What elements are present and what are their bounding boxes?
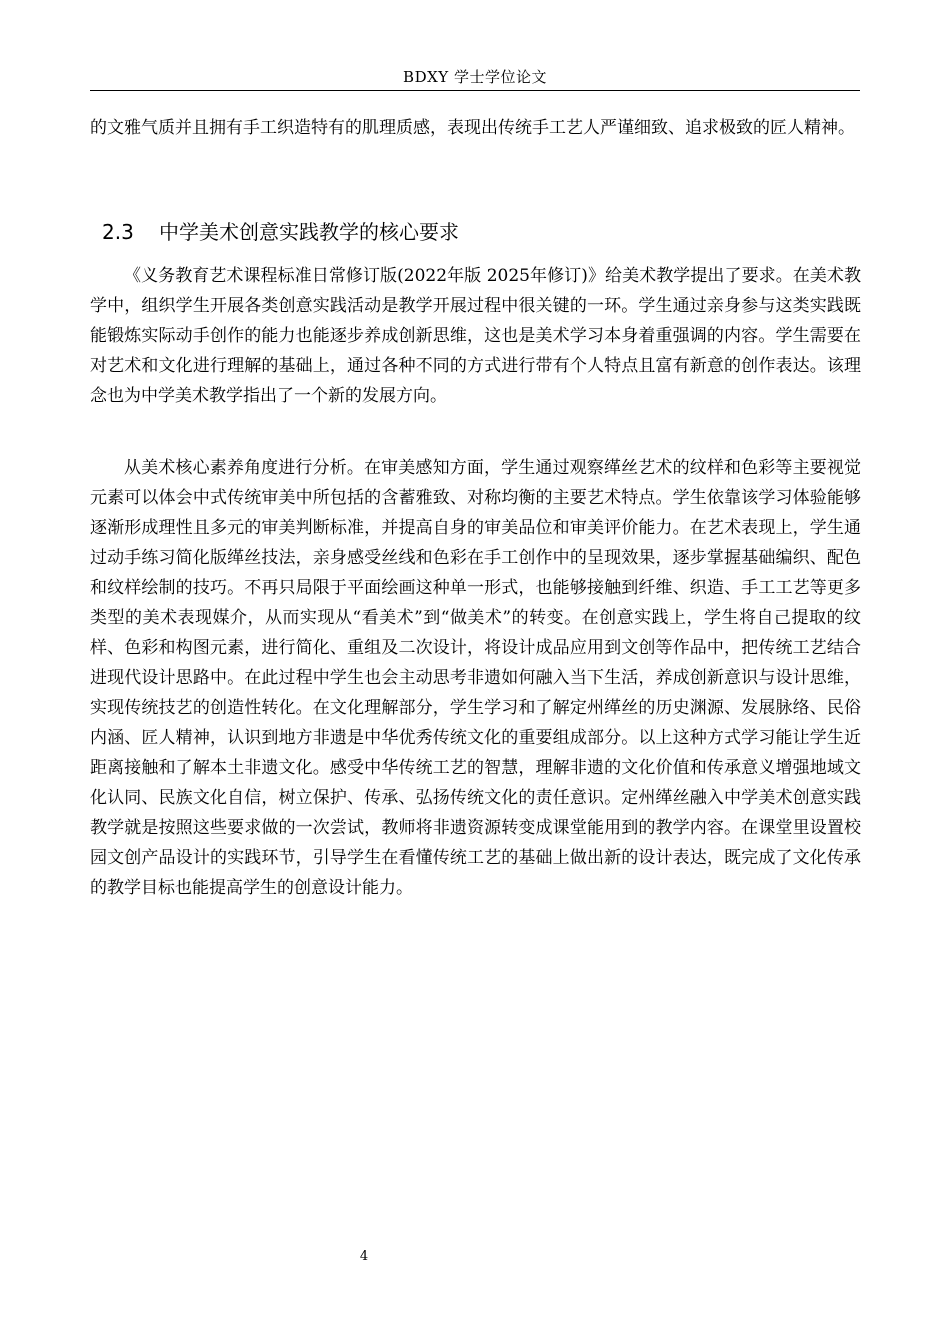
- section-heading: [102, 217, 459, 247]
- header-rule: [90, 90, 860, 91]
- body-paragraph: 从美术核心素养角度进行分析。在审美感知方面，学生通过观察缂丝艺术的纹样和色彩等主要视觉元素可以体会中式传统审美中所包括的含蓄雅致、对称均衡的主要艺术特点。学生依靠该学习体验能够逐渐形成理性且多元的审美判断标准，并提高自身的审美品位和审美评价能力。在艺术表现上，学生通过动手练习简化版缂丝技法，亲身感受丝线和色彩在手工创作中的呈现效果，逐步掌握基础编织、配色和纹样绘制的技巧。不再只局限于平面绘画这种单一形式，也能够接触到纤维、织造、手工工艺等更多类型的美术表现媒介，从而实现从“看美术”到“做美术”的转变。在创意实践上，学生将自己提取的纹样、色彩和构图元素，进行简化、重组及二次设计，将设计成品应用到文创等作品中，把传统工艺结合进现代设计思路中。在此过程中学生也会主动思考非遗如何融入当下生活，养成创新意识与设计思维，实现传统技艺的创造性转化。在文化理解部分，学生学习和了解定州缂丝的历史渊源、发展脉络、民俗内涵、匠人精神，认识到地方非遗是中华优秀传统文化的重要组成部分。以上这种方式学习能让学生近距离接触和了解本土非遗文化。感受中华传统工艺的智慧，理解非遗的文化价值和传承意义增强地域文化认同、民族文化自信，树立保护、传承、弘扬传统文化的责任意识。定州缂丝融入中学美术创意实践教学就是按照这些要求做的一次尝试，教师将非遗资源转变成课堂能用到的教学内容。在课堂里设置校园文创产品设计的实践环节，引导学生在看懂传统工艺的基础上做出新的设计表达，既完成了文化传承的教学目标也能提高学生的创意设计能力。: [90, 458, 861, 898]
- body-paragraph: 《义务教育艺术课程标准日常修订版(2022年版 2025年修订)》给美术教学提出了要求。在美术教学中，组织学生开展各类创意实践活动是教学开展过程中很关键的一环。学生通过亲身参与这类实践既能锻炼实际动手创作的能力也能逐步养成创新思维，这也是美术学习本身着重强调的内容。学生需要在对艺术和文化进行理解的基础上，通过各种不同的方式进行带有个人特点且富有新意的创作表达。该理念也为中学美术教学指出了一个新的发展方向。: [90, 266, 861, 406]
- section-title: 中学美术创意实践教学的核心要求: [159, 220, 459, 244]
- section-number: 2.3: [102, 220, 134, 244]
- page-number: 4: [359, 1249, 369, 1264]
- continuation-paragraph: 的文雅气质并且拥有手工织造特有的肌理质感，表现出传统手工艺人严谨细致、追求极致的匠人精神。: [90, 118, 855, 138]
- running-header: BDXY 学士学位论文: [403, 68, 547, 86]
